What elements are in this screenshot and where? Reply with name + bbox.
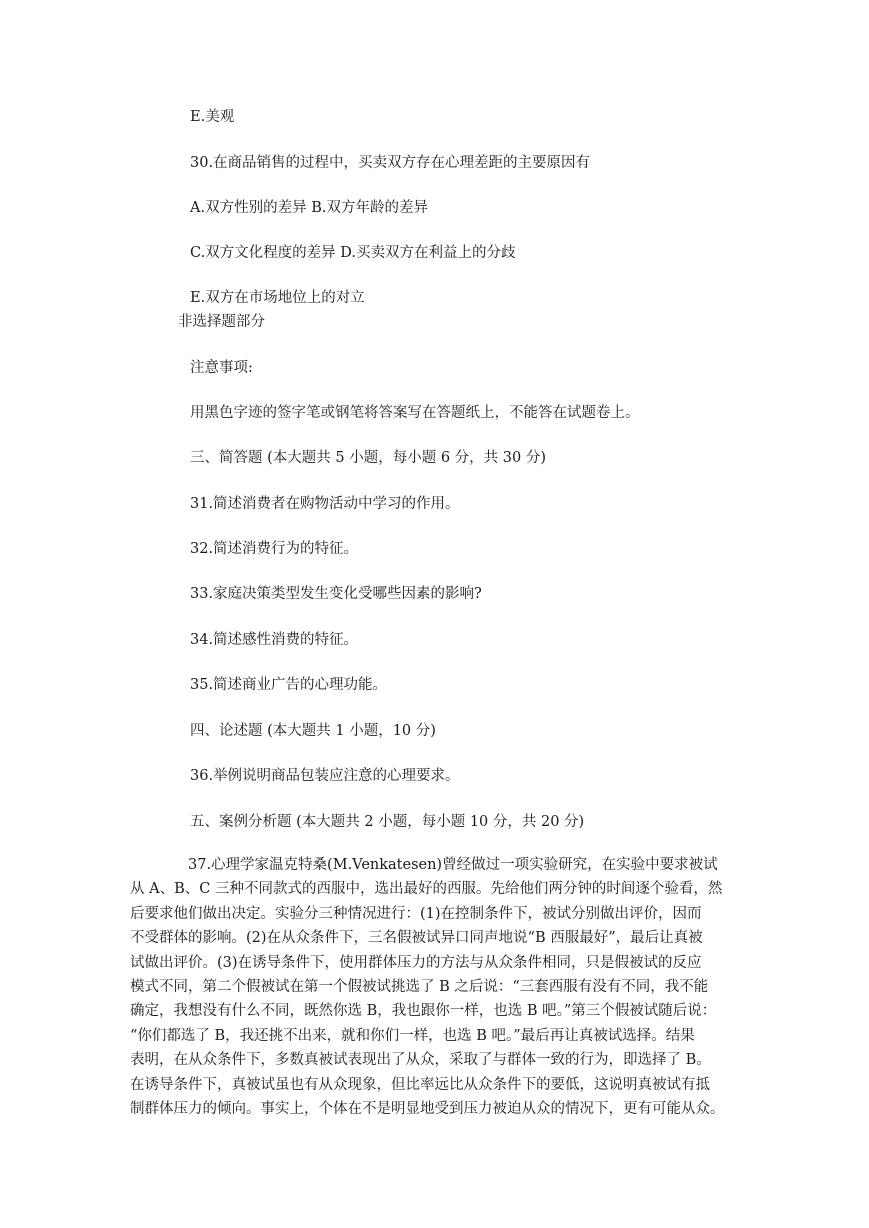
case-paragraph	[130, 853, 740, 1121]
question-33: 33.家庭决策类型发生变化受哪些因素的影响?	[190, 586, 482, 602]
case-line: 模式不同，第二个假被试在第一个假被试挑选了 B 之后说：“三套西服有没有不同，我不能	[130, 979, 709, 996]
case-line: 试做出评价。(3)在诱导条件下，使用群体压力的方法与从众条件相同，只是假被试的反应	[130, 954, 702, 971]
question-32: 32.简述消费行为的特征。	[190, 541, 359, 557]
option-e-line: E.美观	[190, 109, 235, 125]
question-30: 30.在商品销售的过程中，买卖双方存在心理差距的主要原因有	[190, 155, 591, 171]
short-answer-heading: 三、简答题 (本大题共 5 小题，每小题 6 分，共 30 分)	[190, 450, 546, 466]
case-line: 不受群体的影响。(2)在从众条件下，三名假被试异口同声地说“B 西服最好”，最后让真被	[130, 930, 703, 947]
option-e-line-2: E.双方在市场地位上的对立	[190, 290, 365, 306]
options-a-b: A.双方性别的差异 B.双方年龄的差异	[190, 200, 428, 216]
question-36: 36.举例说明商品包装应注意的心理要求。	[190, 768, 460, 784]
case-line: “你们都选了 B，我还挑不出来，就和你们一样，也选 B 吧。”最后再让真被试选择。结果	[130, 1027, 695, 1044]
options-c-d: C.双方文化程度的差异 D.买卖双方在利益上的分歧	[190, 245, 516, 261]
case-line: 制群体压力的倾向。事实上，个体在不是明显地受到压力被迫从众的情况下，更有可能从众。	[130, 1101, 725, 1118]
case-line: 后要求他们做出决定。实验分三种情况进行：(1)在控制条件下，被试分别做出评价，因而	[130, 905, 702, 922]
question-31: 31.简述消费者在购物活动中学习的作用。	[190, 496, 460, 512]
section-title: 非选择题部分	[178, 314, 265, 330]
case-line: 表明，在从众条件下，多数真被试表现出了从众，采取了与群体一致的行为，即选择了 B。	[130, 1052, 711, 1069]
case-line: 在诱导条件下，真被试虽也有从众现象，但比率远比从众条件下的要低，这说明真被试有抵	[130, 1076, 710, 1093]
essay-heading: 四、论述题 (本大题共 1 小题，10 分)	[190, 723, 436, 739]
case-line: 从 A、B、C 三种不同款式的西服中，选出最好的西服。先给他们两分钟的时间逐个验看，然	[130, 881, 723, 898]
case-line: 确定，我想没有什么不同，既然你选 B，我也跟你一样，也选 B 吧。”第三个假被试随后说：	[130, 1003, 717, 1020]
question-35: 35.简述商业广告的心理功能。	[190, 677, 388, 693]
case-line: 37.心理学家温克特桑(M.Venkatesen)曾经做过一项实验研究，在实验中要求被试	[188, 857, 718, 873]
case-analysis-heading: 五、案例分析题 (本大题共 2 小题，每小题 10 分，共 20 分)	[190, 814, 585, 830]
notice-heading: 注意事项:	[190, 360, 253, 376]
notice-text: 用黑色字迹的签字笔或钢笔将答案写在答题纸上，不能答在试题卷上。	[190, 405, 640, 421]
question-34: 34.简述感性消费的特征。	[190, 632, 359, 648]
